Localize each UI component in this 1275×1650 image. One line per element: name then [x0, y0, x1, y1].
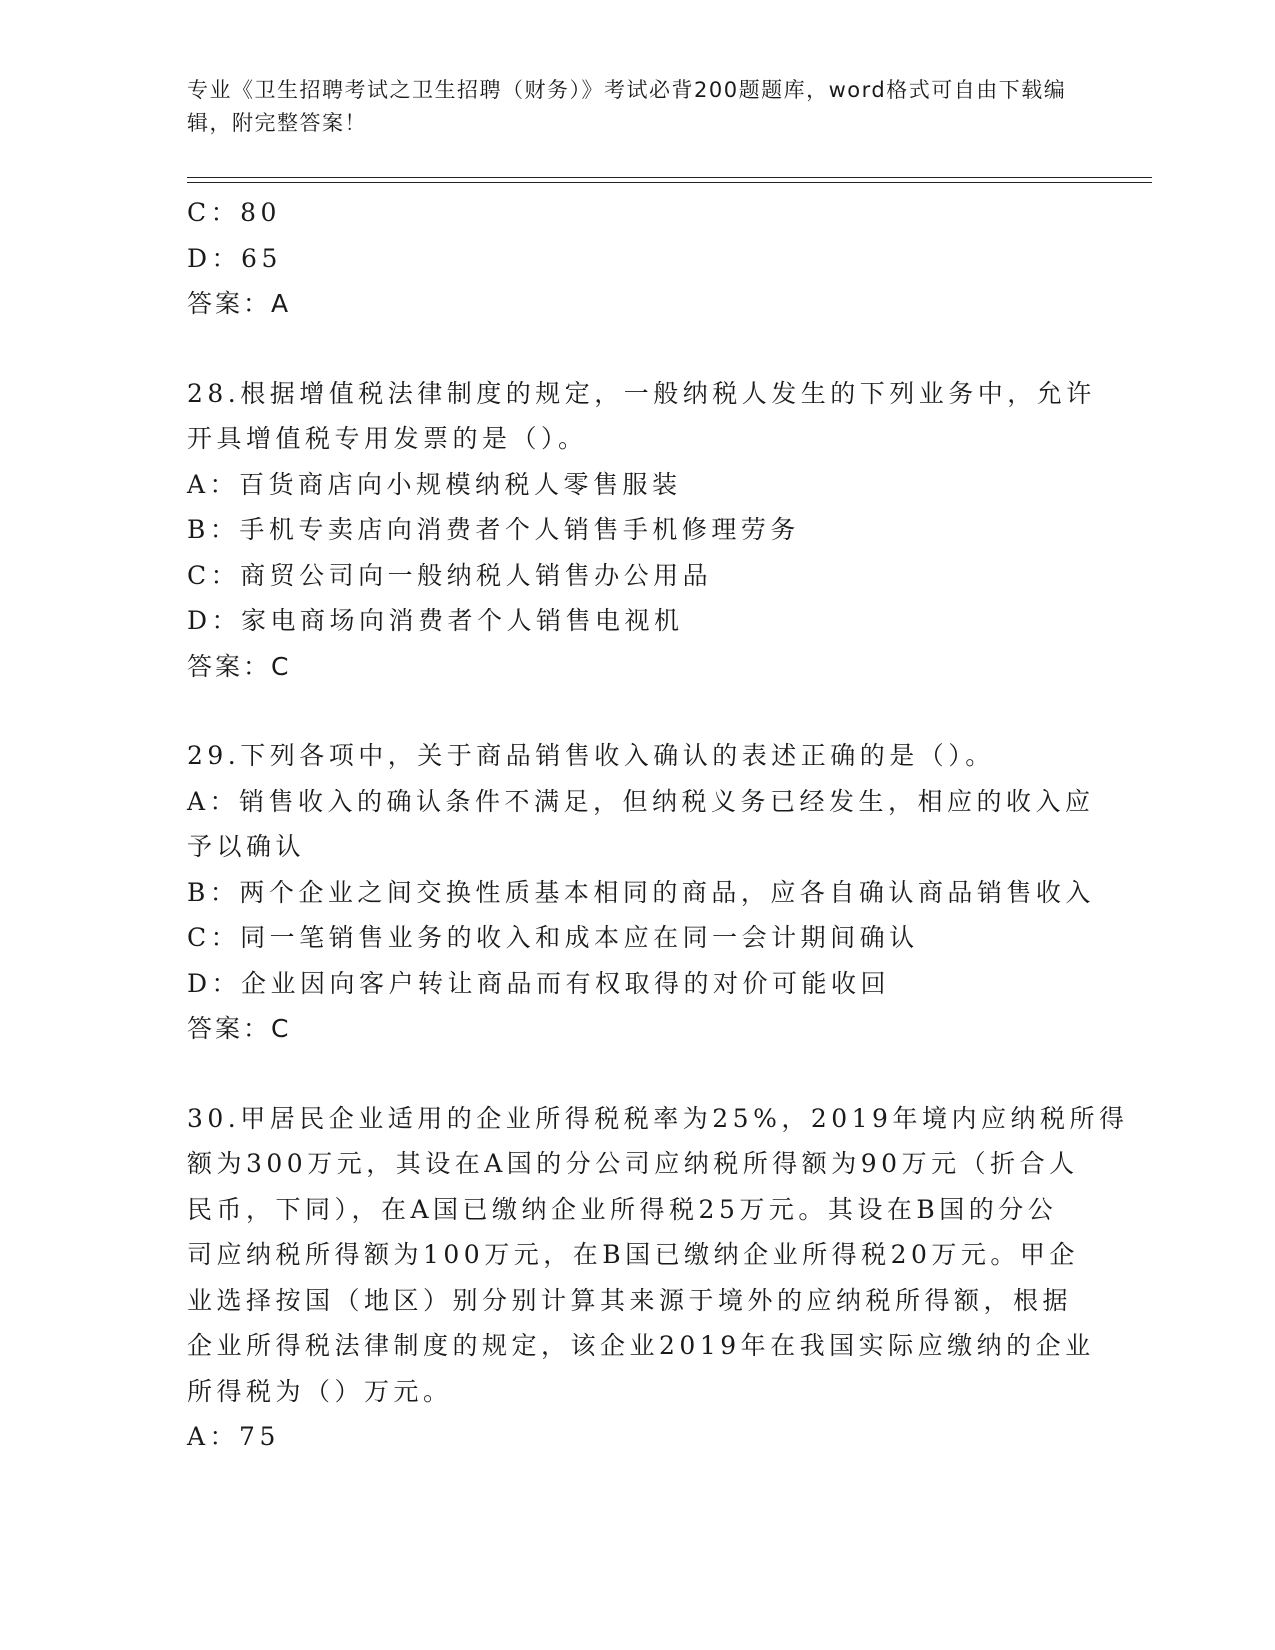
question-stem: 28.根据增值税法律制度的规定，一般纳税人发生的下列业务中，允许 [187, 378, 1096, 408]
question-28 [187, 371, 1096, 690]
option-d: D：家电商场向消费者个人销售电视机 [187, 606, 684, 635]
option-b: B：两个企业之间交换性质基本相同的商品，应各自确认商品销售收入 [187, 877, 1095, 907]
question-stem: 民币，下同），在A国已缴纳企业所得税25万元。其设在B国的分公 [187, 1194, 1058, 1224]
question-stem: 29.下列各项中，关于商品销售收入确认的表述正确的是（）。 [187, 741, 995, 770]
option-a: A：75 [187, 1422, 280, 1451]
document-header-title: 专业《卫生招聘考试之卫生招聘（财务）》考试必背200题题库，word格式可自由下载编辑，附完整答案！ [187, 78, 1067, 135]
question-stem: 业选择按国（地区）别分别计算其来源于境外的应纳税所得额，根据 [187, 1285, 1073, 1315]
answer-label: 答案：A [187, 289, 292, 318]
header-divider-top [187, 177, 1152, 178]
option-a: A：销售收入的确认条件不满足，但纳税义务已经发生，相应的收入应 [187, 786, 1095, 816]
spacer [187, 327, 1067, 371]
question-stem: 额为300万元，其设在A国的分公司应纳税所得额为90万元（折合人 [187, 1149, 1079, 1178]
question-content [187, 190, 1129, 1460]
question-stem: 所得税为（）万元。 [187, 1376, 453, 1406]
option-d: D：65 [187, 243, 282, 273]
question-stem: 企业所得税法律制度的规定，该企业2019年在我国实际应缴纳的企业 [187, 1331, 1095, 1360]
answer-label: 答案：C [187, 1014, 292, 1043]
spacer [187, 1052, 1067, 1096]
option-c: C：商贸公司向一般纳税人销售办公用品 [187, 560, 713, 590]
question-stem: 30.甲居民企业适用的企业所得税税率为25%，2019年境内应纳税所得 [187, 1103, 1129, 1133]
question-stem: 开具增值税专用发票的是（）。 [187, 424, 588, 453]
option-c: C：80 [187, 198, 281, 227]
option-c: C：同一笔销售业务的收入和成本应在同一会计期间确认 [187, 923, 919, 952]
question-30 [187, 1096, 1129, 1460]
option-a-continued: 予以确认 [187, 832, 306, 861]
option-a: A：百货商店向小规模纳税人零售服装 [187, 469, 682, 499]
option-b: B：手机专卖店向消费者个人销售手机修理劳务 [187, 515, 800, 544]
question-stem: 司应纳税所得额为100万元，在B国已缴纳企业所得税20万元。甲企 [187, 1240, 1079, 1269]
question-29 [187, 733, 1095, 1052]
spacer [187, 689, 1067, 733]
header-divider-bottom [187, 182, 1152, 183]
prev-question-tail [187, 190, 1067, 327]
option-d: D：企业因向客户转让商品而有权取得的对价可能收回 [187, 968, 891, 998]
answer-label: 答案：C [187, 651, 292, 681]
